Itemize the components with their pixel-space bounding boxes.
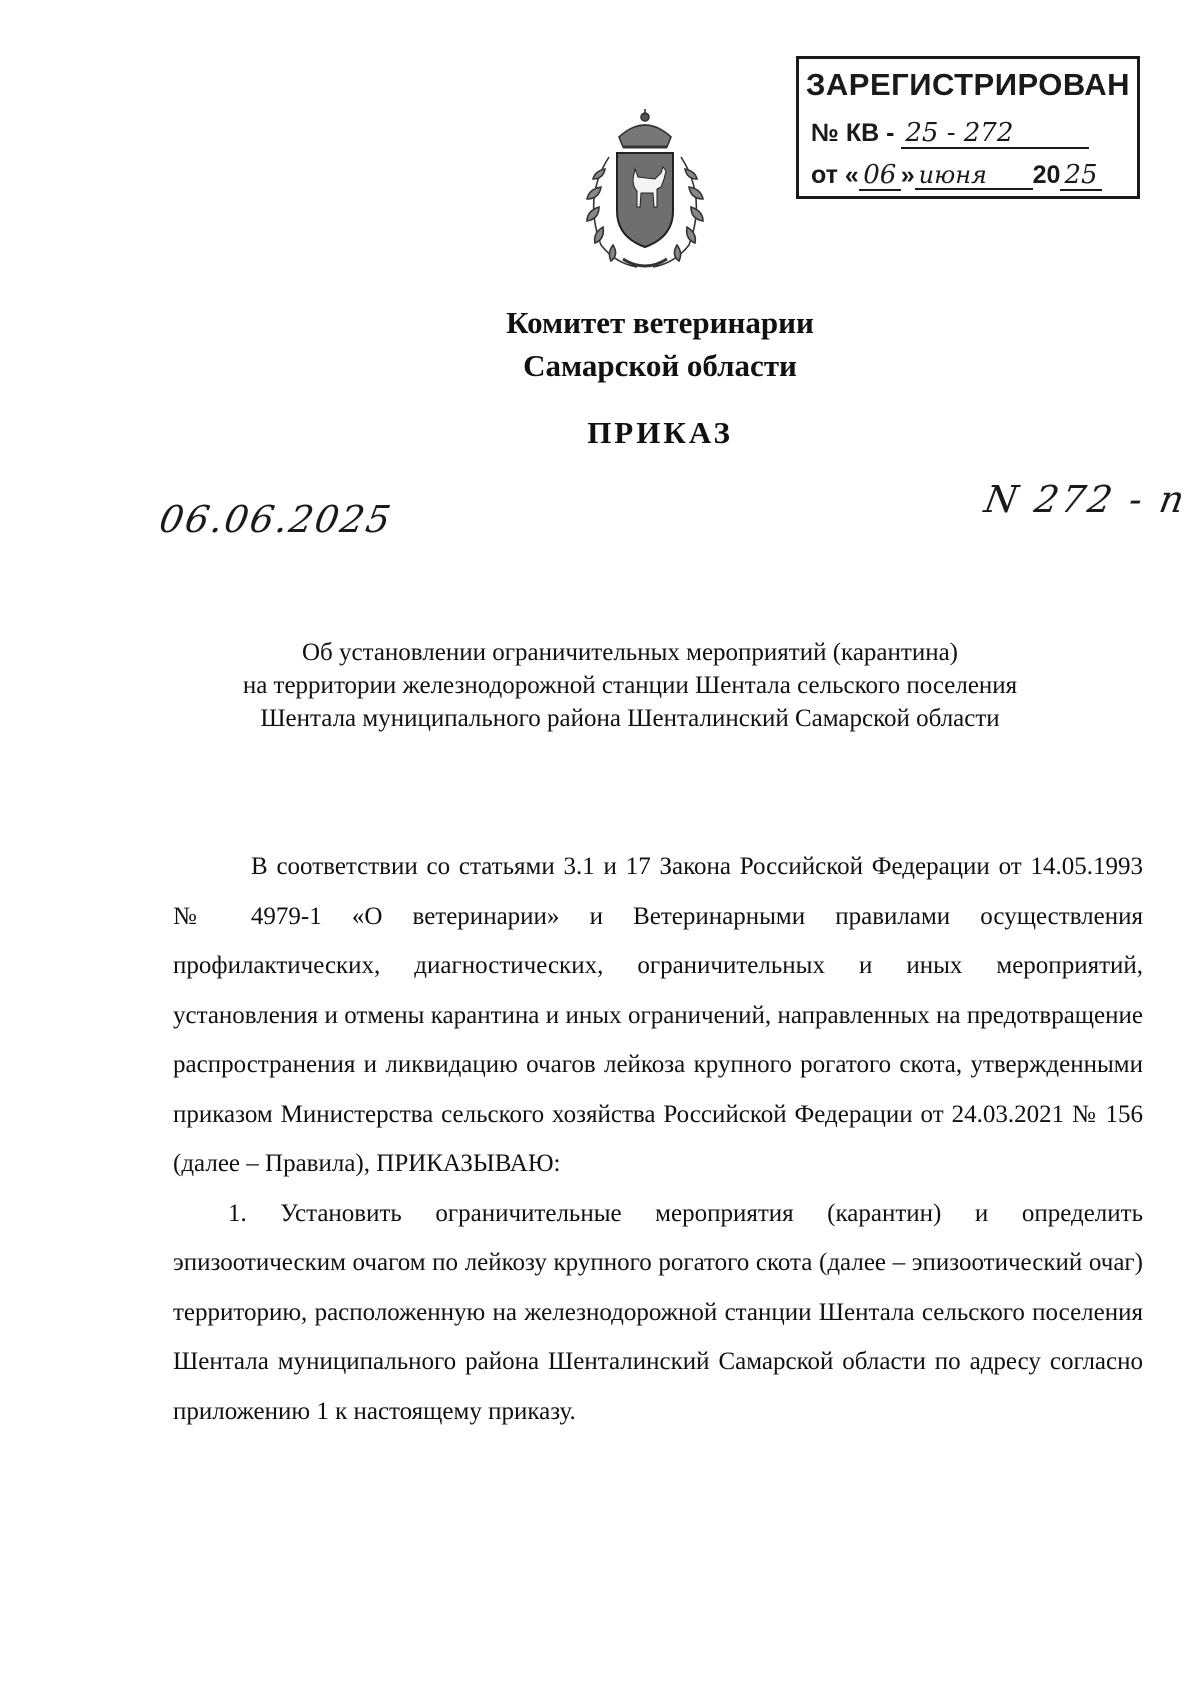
handwritten-order-number: N 272 - п <box>981 478 1191 521</box>
stamp-date-prefix: от « <box>811 161 859 189</box>
organization-name-line1: Комитет ветеринарии <box>506 305 814 340</box>
subject-line-1: Об установлении ограничительных мероприятий (карантина) <box>301 639 959 666</box>
stamp-month-handwritten: июня <box>915 163 1033 190</box>
stamp-number-line <box>811 119 1127 149</box>
stamp-day-handwritten: 06 <box>859 162 901 191</box>
stamp-title: ЗАРЕГИСТРИРОВАН <box>805 67 1131 102</box>
stamp-date-mid: » <box>900 161 915 189</box>
stamp-year-prefix: 20 <box>1032 161 1061 189</box>
stamp-year-handwritten: 25 <box>1060 162 1101 191</box>
subject-line-2: на территории железнодорожной станции Шентала сельского поселения <box>242 672 1018 699</box>
order-subject <box>180 636 1080 735</box>
stamp-number-handwritten: 25 - 272 <box>901 120 1089 149</box>
document-type-title: ПРИКАЗ <box>587 415 733 450</box>
handwritten-order-date: 06.06.2025 <box>156 498 396 541</box>
registration-stamp <box>796 56 1140 199</box>
organization-name-line2: Самарской области <box>523 348 797 383</box>
stamp-date-line <box>811 161 1127 191</box>
subject-line-3: Шентала муниципального района Шенталинский Самарской области <box>260 705 1000 732</box>
order-body <box>173 842 1143 1436</box>
order-item-1: 1. Установить ограничительные мероприятия (карантин) и определить эпизоотическим очагом по лейкозу крупного рогатого скота (далее – эпизоотический очаг) территорию, расположенную на железнодорожной станции Шентала сельского поселения Шентала муниципального района Шенталинский Самарской области по адресу согласно приложению 1 к настоящему приказу. <box>173 1199 1143 1425</box>
stamp-number-prefix: № КВ - <box>811 119 895 147</box>
samara-region-coat-of-arms-icon <box>565 107 725 275</box>
preamble-paragraph: В соответствии со статьями 3.1 и 17 Закона Российской Федерации от 14.05.1993 № 4979-1 «О ветеринарии» и Ветеринарными правилами осуществления профилактических, диагностических, ограничительных и иных мероприятий, установления и отмены карантина и иных ограничений, направленных на предотвращение распространения и ликвидацию очагов лейкоза крупного рогатого скота, утвержденными приказом Министерства сельского хозяйства Российской Федерации от 24.03.2021 № 156 (далее – Правила), ПРИКАЗЫВАЮ: <box>173 853 1143 1177</box>
